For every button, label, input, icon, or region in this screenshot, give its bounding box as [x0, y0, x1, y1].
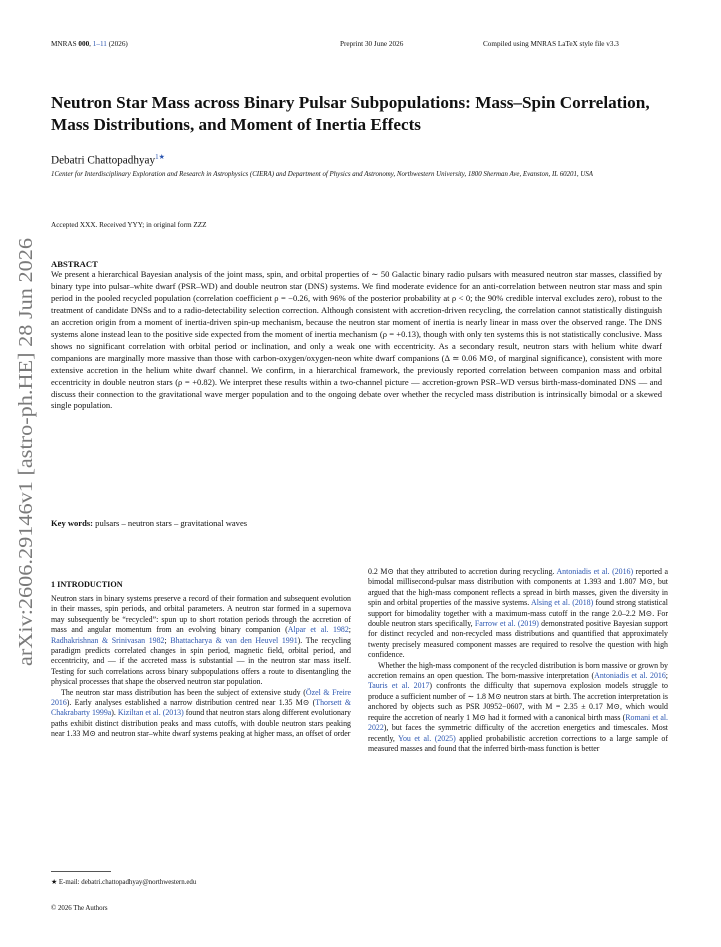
citation-link[interactable]: Farrow et al. (2019) [474, 619, 539, 629]
affiliation: 1Center for Interdisciplinary Exploration and Research in Astrophysics (CIERA) and Department of Physics and Astronomy, Northwestern University, 1800 Sherman Ave, Evanston, IL 60201, USA [51, 171, 594, 178]
citation-link[interactable]: Bhattacharya & van den Heuvel 1991 [170, 635, 298, 645]
left-column [51, 594, 351, 740]
running-header-journal: MNRAS 000, 1–11 (2026) [51, 40, 128, 48]
arxiv-stamp [12, 236, 38, 666]
paper-title: Neutron Star Mass across Binary Pulsar Subpopulations: Mass–Spin Correlation, Mass Distributions, and Moment of Inertia Effects [51, 93, 650, 134]
keywords-text: pulsars – neutron stars – gravitational waves [93, 518, 248, 528]
copyright-line: © 2026 The Authors [51, 905, 108, 912]
citation-link[interactable]: Romani et al. 2022 [368, 712, 668, 733]
arxiv-stamp-text: arXiv:2606.29146v1 [astro-ph.HE] 28 Jun 2026 [16, 291, 37, 666]
author-name: Debatri Chattopadhyay [51, 154, 156, 167]
citation-link[interactable]: Antoniadis et al. (2016) [556, 567, 634, 576]
citation-link[interactable]: Tauris et al. 2017 [368, 681, 430, 691]
citation-link[interactable]: You et al. (2025) [398, 733, 456, 743]
accepted-line: Accepted XXX. Received YYY; in original form ZZZ [51, 221, 207, 229]
paragraph: Whether the high-mass component of the recycled distribution is born massive or grown by accretion remains an open question. The born-massive interpretation (Antoniadis et al. 2016; Tauris et al. 2017) confronts the difficulty that supernova explosion models struggle to produce a sufficient number of ∼ 1.8 M⊙ neutron stars at birth. The accretion interpretation is anchored by objects such as PSR J0952−0607, with M = 2.35 ± 0.17 M⊙, which would require the accretion of nearly 1 M⊙ had it formed with a canonical birth mass (Romani et al. 2022), but faces the symmetric difficulty of the accretion energetics and timescales. Most recently, You et al. (2025) applied probabilistic accretion corrections to a large sample of measured masses and found that the inferred birth-mass function is better [368, 660, 669, 753]
citation-link[interactable]: Alsing et al. (2018) [531, 598, 594, 608]
footnote-email: ★ E-mail: debatri.chattopadhyay@northwestern.edu [51, 879, 197, 886]
citation-link[interactable]: Radhakrishnan & Srinivasan 1982 [51, 635, 165, 645]
citation-link[interactable]: Özel & Freire 2016 [51, 687, 351, 708]
volume-number: 000 [78, 40, 90, 48]
paragraph: The neutron star mass distribution has been the subject of extensive study (Özel & Freire 2016). Early analyses established a narrow distribution centred near 1.35 M⊙ (Thorsett & Chakrabarty 1999a). Kiziltan et al. (2013) found that neutron stars along different evolutionary paths exhibit distinct distribution peaks and mass cutoffs, with double neutron stars peaking near 1.33 M⊙ and neutron star–white dwarf systems peaking at higher mass, an offset of order [51, 687, 351, 739]
citation-link[interactable]: Alpar et al. 1982 [287, 625, 349, 635]
paragraph: 0.2 M⊙ that they attributed to accretion during recycling. Antoniadis et al. (2016) reported a bimodal millisecond-pulsar mass distribution with components at 1.393 and 1.807 M⊙, but argued that the high-mass component reflects a spread in birth masses, given the diversity in spin and orbital properties of the massive systems. Alsing et al. (2018) found strong statistical support for bimodality together with a maximum-mass cutoff in the range 2.0–2.2 M⊙. For double neutron stars specifically, Farrow et al. (2019) demonstrated positive Bayesian support for distinct recycled and non-recycled mass distributions and quantified that approximately twenty precisely measured component masses are required to resolve the question with high confidence. [368, 567, 668, 660]
keywords [51, 518, 662, 528]
footnote-rule [51, 871, 111, 872]
right-column [368, 567, 668, 754]
running-header-compiled: Compiled using MNRAS LaTeX style file v3.3 [483, 40, 619, 48]
page-range-link[interactable]: 1–11 [92, 40, 107, 48]
section-heading-introduction: 1 INTRODUCTION [51, 580, 123, 589]
abstract-heading: ABSTRACT [51, 259, 98, 269]
citation-link[interactable]: Antoniadis et al. 2016 [594, 671, 666, 681]
citation-link[interactable]: Thorsett & Chakrabarty 1999a [51, 698, 351, 718]
running-header-preprint: Preprint 30 June 2026 [340, 40, 404, 48]
author-marks: 1★ [155, 153, 165, 161]
abstract-body: We present a hierarchical Bayesian analysis of the joint mass, spin, and orbital properties of ∼ 50 Galactic binary radio pulsars with measured neutron star masses, classified by binary type into pulsar–white dwarf (PSR–WD) and double neutron star (DNS) systems. We find moderate evidence for an anti-correlation between neutron star mass and spin period in the pooled recycled population (correlation coefficient ρ = −0.26, with 96% of the posterior probability at ρ < 0; the 90% credible interval excludes zero), robust to the treatment of candidate DNSs and to a radio-detectability selection correction. Although consistent with accretion-driven recycling, the correlation cannot statistically distinguish an accretion origin from a moment of inertia-driven spin-up mechanism, because the neutron star moment of inertia is nearly linear in mass over the observed range. The DNS systems alone instead lean to the positive side expected from the moment of inertia mechanism (ρ = +0.13), though with only ten systems this is not statistically conclusive. Mass shows no significant correlation with orbital period or inclination, and only a weak one with eccentricity. As a secondary result, neutron stars with helium white dwarf companions are marginally more massive than those with carbon-oxygen/oxygen-neon white dwarf companions (Δ ≃ 0.06 M⊙, of marginal significance), consistent with more extensive accretion in the helium white dwarf channel. We confirm, in a hierarchical framework, the previously reported correlation between companion mass and orbital eccentricity in double neutron stars (ρ = +0.82). We interpret these results within a two-channel picture — accretion-grown PSR–WD versus birth-mass-dominated DNS — and discuss their connection to the gravitational wave merger population and to the ongoing debate over whether the recycled mass distribution is intrinsically bimodal or a skewed single population. [51, 269, 662, 411]
author-line [51, 153, 165, 167]
keywords-label: Key words: [51, 518, 94, 528]
citation-link[interactable]: Kiziltan et al. (2013) [117, 708, 184, 718]
paragraph: Neutron stars in binary systems preserve a record of their formation and subsequent evolution in their masses, spin periods, and orbital parameters. A neutron star formed in a supernova may subsequently be “recycled”: spun up to short rotation periods through the accretion of mass and angular momentum from an evolving binary companion (Alpar et al. 1982; Radhakrishnan & Srinivasan 1982; Bhattacharya & van den Heuvel 1991). The recycling paradigm predicts correlated changes in spin period, magnetic field, orbital period, and eccentricity, and — if the accreted mass is substantial — in the neutron star mass itself. Testing for such correlations across binary subpopulations offers a route to disentangling the physical processes that shape the observed neutron star population. [51, 594, 351, 687]
